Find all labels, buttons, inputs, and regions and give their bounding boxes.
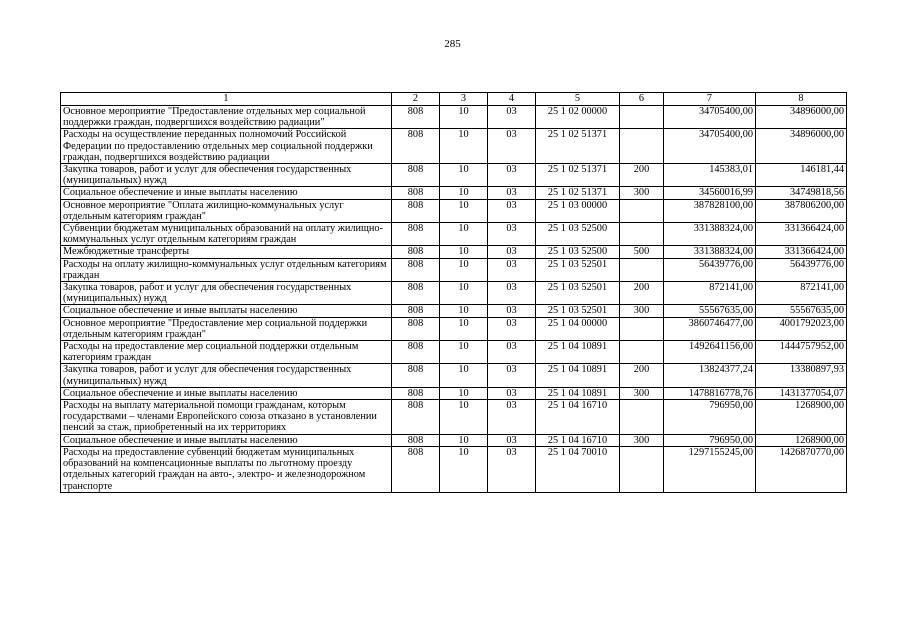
amount-year1-cell: 145383,01 [664,164,756,187]
expense-type-cell [620,446,664,492]
section-cell: 10 [440,341,488,364]
expense-name-cell: Основное мероприятие "Предоставление отдельных мер социальной поддержки граждан, подвергшихся воздействию радиации" [61,106,392,129]
ministry-code-cell: 808 [392,106,440,129]
target-article-cell: 25 1 02 51371 [536,129,620,164]
section-cell: 10 [440,129,488,164]
ministry-code-cell: 808 [392,199,440,222]
section-cell: 10 [440,364,488,387]
expense-type-cell: 200 [620,364,664,387]
amount-year1-cell: 331388324,00 [664,223,756,246]
subsection-cell: 03 [488,106,536,129]
table-row [61,199,847,222]
expense-name-cell: Расходы на осуществление переданных полномочий Российской Федерации по предоставлению отдельных мер социальной поддержки граждан, подвергшихся воздействию радиации [61,129,392,164]
table-row [61,246,847,258]
ministry-code-cell: 808 [392,246,440,258]
column-header-6: 6 [620,93,664,106]
subsection-cell: 03 [488,446,536,492]
amount-year1-cell: 1478816778,76 [664,387,756,399]
expense-type-cell [620,317,664,340]
expense-name-cell: Расходы на выплату материальной помощи гражданам, которым государствами – членами Европейского союза отказано в установлении пенсий за стаж, приобретенный на их территориях [61,400,392,435]
amount-year2-cell: 1431377054,07 [756,387,847,399]
target-article-cell: 25 1 03 52500 [536,223,620,246]
section-cell: 10 [440,305,488,317]
expense-name-cell: Социальное обеспечение и иные выплаты населению [61,434,392,446]
expense-type-cell: 300 [620,387,664,399]
section-cell: 10 [440,187,488,199]
target-article-cell: 25 1 03 52500 [536,246,620,258]
page-number: 285 [444,38,461,50]
table-row [61,129,847,164]
table-body [61,106,847,493]
ministry-code-cell: 808 [392,341,440,364]
table-row [61,223,847,246]
subsection-cell: 03 [488,434,536,446]
expense-type-cell [620,106,664,129]
amount-year1-cell: 872141,00 [664,282,756,305]
amount-year2-cell: 872141,00 [756,282,847,305]
ministry-code-cell: 808 [392,387,440,399]
subsection-cell: 03 [488,282,536,305]
expense-name-cell: Социальное обеспечение и иные выплаты населению [61,187,392,199]
section-cell: 10 [440,434,488,446]
ministry-code-cell: 808 [392,364,440,387]
table-row [61,305,847,317]
target-article-cell: 25 1 02 00000 [536,106,620,129]
expense-name-cell: Закупка товаров, работ и услуг для обеспечения государственных (муниципальных) нужд [61,364,392,387]
section-cell: 10 [440,199,488,222]
table-row [61,258,847,281]
target-article-cell: 25 1 02 51371 [536,187,620,199]
expense-name-cell: Социальное обеспечение и иные выплаты населению [61,305,392,317]
table-row [61,187,847,199]
amount-year2-cell: 34896000,00 [756,106,847,129]
subsection-cell: 03 [488,400,536,435]
expense-type-cell: 300 [620,187,664,199]
column-header-5: 5 [536,93,620,106]
table-row [61,106,847,129]
amount-year2-cell: 34896000,00 [756,129,847,164]
table-row [61,317,847,340]
expense-name-cell: Расходы на предоставление субвенций бюджетам муниципальных образований на компенсационные выплаты по льготному проезду отдельных категорий граждан на авто-, электро- и железнодорожном транспорте [61,446,392,492]
amount-year2-cell: 55567635,00 [756,305,847,317]
amount-year1-cell: 34705400,00 [664,129,756,164]
target-article-cell: 25 1 04 10891 [536,364,620,387]
section-cell: 10 [440,164,488,187]
budget-table [60,92,847,493]
ministry-code-cell: 808 [392,164,440,187]
expense-type-cell [620,341,664,364]
column-header-4: 4 [488,93,536,106]
ministry-code-cell: 808 [392,187,440,199]
expense-type-cell [620,199,664,222]
target-article-cell: 25 1 02 51371 [536,164,620,187]
expense-type-cell: 200 [620,164,664,187]
table-row [61,364,847,387]
subsection-cell: 03 [488,341,536,364]
subsection-cell: 03 [488,129,536,164]
subsection-cell: 03 [488,387,536,399]
section-cell: 10 [440,282,488,305]
target-article-cell: 25 1 04 00000 [536,317,620,340]
expense-name-cell: Основное мероприятие "Предоставление мер социальной поддержки отдельным категориям граждан" [61,317,392,340]
amount-year1-cell: 34705400,00 [664,106,756,129]
target-article-cell: 25 1 04 70010 [536,446,620,492]
expense-type-cell: 500 [620,246,664,258]
expense-type-cell [620,223,664,246]
subsection-cell: 03 [488,364,536,387]
subsection-cell: 03 [488,246,536,258]
ministry-code-cell: 808 [392,317,440,340]
table-row [61,164,847,187]
column-header-7: 7 [664,93,756,106]
amount-year2-cell: 331366424,00 [756,223,847,246]
amount-year2-cell: 331366424,00 [756,246,847,258]
amount-year2-cell: 4001792023,00 [756,317,847,340]
subsection-cell: 03 [488,305,536,317]
amount-year1-cell: 796950,00 [664,434,756,446]
expense-name-cell: Основное мероприятие "Оплата жилищно-коммунальных услуг отдельным категориям граждан" [61,199,392,222]
amount-year1-cell: 796950,00 [664,400,756,435]
table-header-row [61,93,847,106]
amount-year1-cell: 331388324,00 [664,246,756,258]
subsection-cell: 03 [488,223,536,246]
subsection-cell: 03 [488,199,536,222]
expense-type-cell: 300 [620,305,664,317]
subsection-cell: 03 [488,317,536,340]
amount-year2-cell: 1426870770,00 [756,446,847,492]
section-cell: 10 [440,446,488,492]
expense-type-cell: 300 [620,434,664,446]
expense-type-cell [620,400,664,435]
section-cell: 10 [440,106,488,129]
expense-name-cell: Расходы на предоставление мер социальной поддержки отдельным категориям граждан [61,341,392,364]
section-cell: 10 [440,387,488,399]
table-row [61,387,847,399]
subsection-cell: 03 [488,258,536,281]
amount-year1-cell: 55567635,00 [664,305,756,317]
amount-year1-cell: 13824377,24 [664,364,756,387]
amount-year1-cell: 3860746477,00 [664,317,756,340]
amount-year2-cell: 1444757952,00 [756,341,847,364]
target-article-cell: 25 1 04 10891 [536,387,620,399]
section-cell: 10 [440,400,488,435]
ministry-code-cell: 808 [392,434,440,446]
amount-year2-cell: 13380897,93 [756,364,847,387]
ministry-code-cell: 808 [392,305,440,317]
table-row [61,434,847,446]
amount-year2-cell: 56439776,00 [756,258,847,281]
expense-name-cell: Социальное обеспечение и иные выплаты населению [61,387,392,399]
amount-year2-cell: 1268900,00 [756,400,847,435]
amount-year1-cell: 56439776,00 [664,258,756,281]
column-header-8: 8 [756,93,847,106]
expense-name-cell: Расходы на оплату жилищно-коммунальных услуг отдельным категориям граждан [61,258,392,281]
ministry-code-cell: 808 [392,223,440,246]
target-article-cell: 25 1 03 00000 [536,199,620,222]
target-article-cell: 25 1 03 52501 [536,305,620,317]
table-row [61,400,847,435]
target-article-cell: 25 1 04 16710 [536,400,620,435]
section-cell: 10 [440,223,488,246]
target-article-cell: 25 1 03 52501 [536,282,620,305]
amount-year2-cell: 387806200,00 [756,199,847,222]
ministry-code-cell: 808 [392,282,440,305]
expense-name-cell: Субвенции бюджетам муниципальных образований на оплату жилищно-коммунальных услуг отдельным категориям граждан [61,223,392,246]
expense-type-cell [620,258,664,281]
section-cell: 10 [440,246,488,258]
expense-name-cell: Межбюджетные трансферты [61,246,392,258]
expense-name-cell: Закупка товаров, работ и услуг для обеспечения государственных (муниципальных) нужд [61,282,392,305]
table-row [61,282,847,305]
section-cell: 10 [440,258,488,281]
target-article-cell: 25 1 04 16710 [536,434,620,446]
amount-year1-cell: 387828100,00 [664,199,756,222]
subsection-cell: 03 [488,164,536,187]
ministry-code-cell: 808 [392,258,440,281]
target-article-cell: 25 1 03 52501 [536,258,620,281]
amount-year1-cell: 1492641156,00 [664,341,756,364]
amount-year1-cell: 1297155245,00 [664,446,756,492]
expense-name-cell: Закупка товаров, работ и услуг для обеспечения государственных (муниципальных) нужд [61,164,392,187]
table-row [61,446,847,492]
table-row [61,341,847,364]
column-header-3: 3 [440,93,488,106]
section-cell: 10 [440,317,488,340]
amount-year2-cell: 34749818,56 [756,187,847,199]
amount-year2-cell: 146181,44 [756,164,847,187]
target-article-cell: 25 1 04 10891 [536,341,620,364]
ministry-code-cell: 808 [392,129,440,164]
column-header-2: 2 [392,93,440,106]
amount-year2-cell: 1268900,00 [756,434,847,446]
expense-type-cell [620,129,664,164]
ministry-code-cell: 808 [392,400,440,435]
column-header-1: 1 [61,93,392,106]
amount-year1-cell: 34560016,99 [664,187,756,199]
ministry-code-cell: 808 [392,446,440,492]
subsection-cell: 03 [488,187,536,199]
expense-type-cell: 200 [620,282,664,305]
